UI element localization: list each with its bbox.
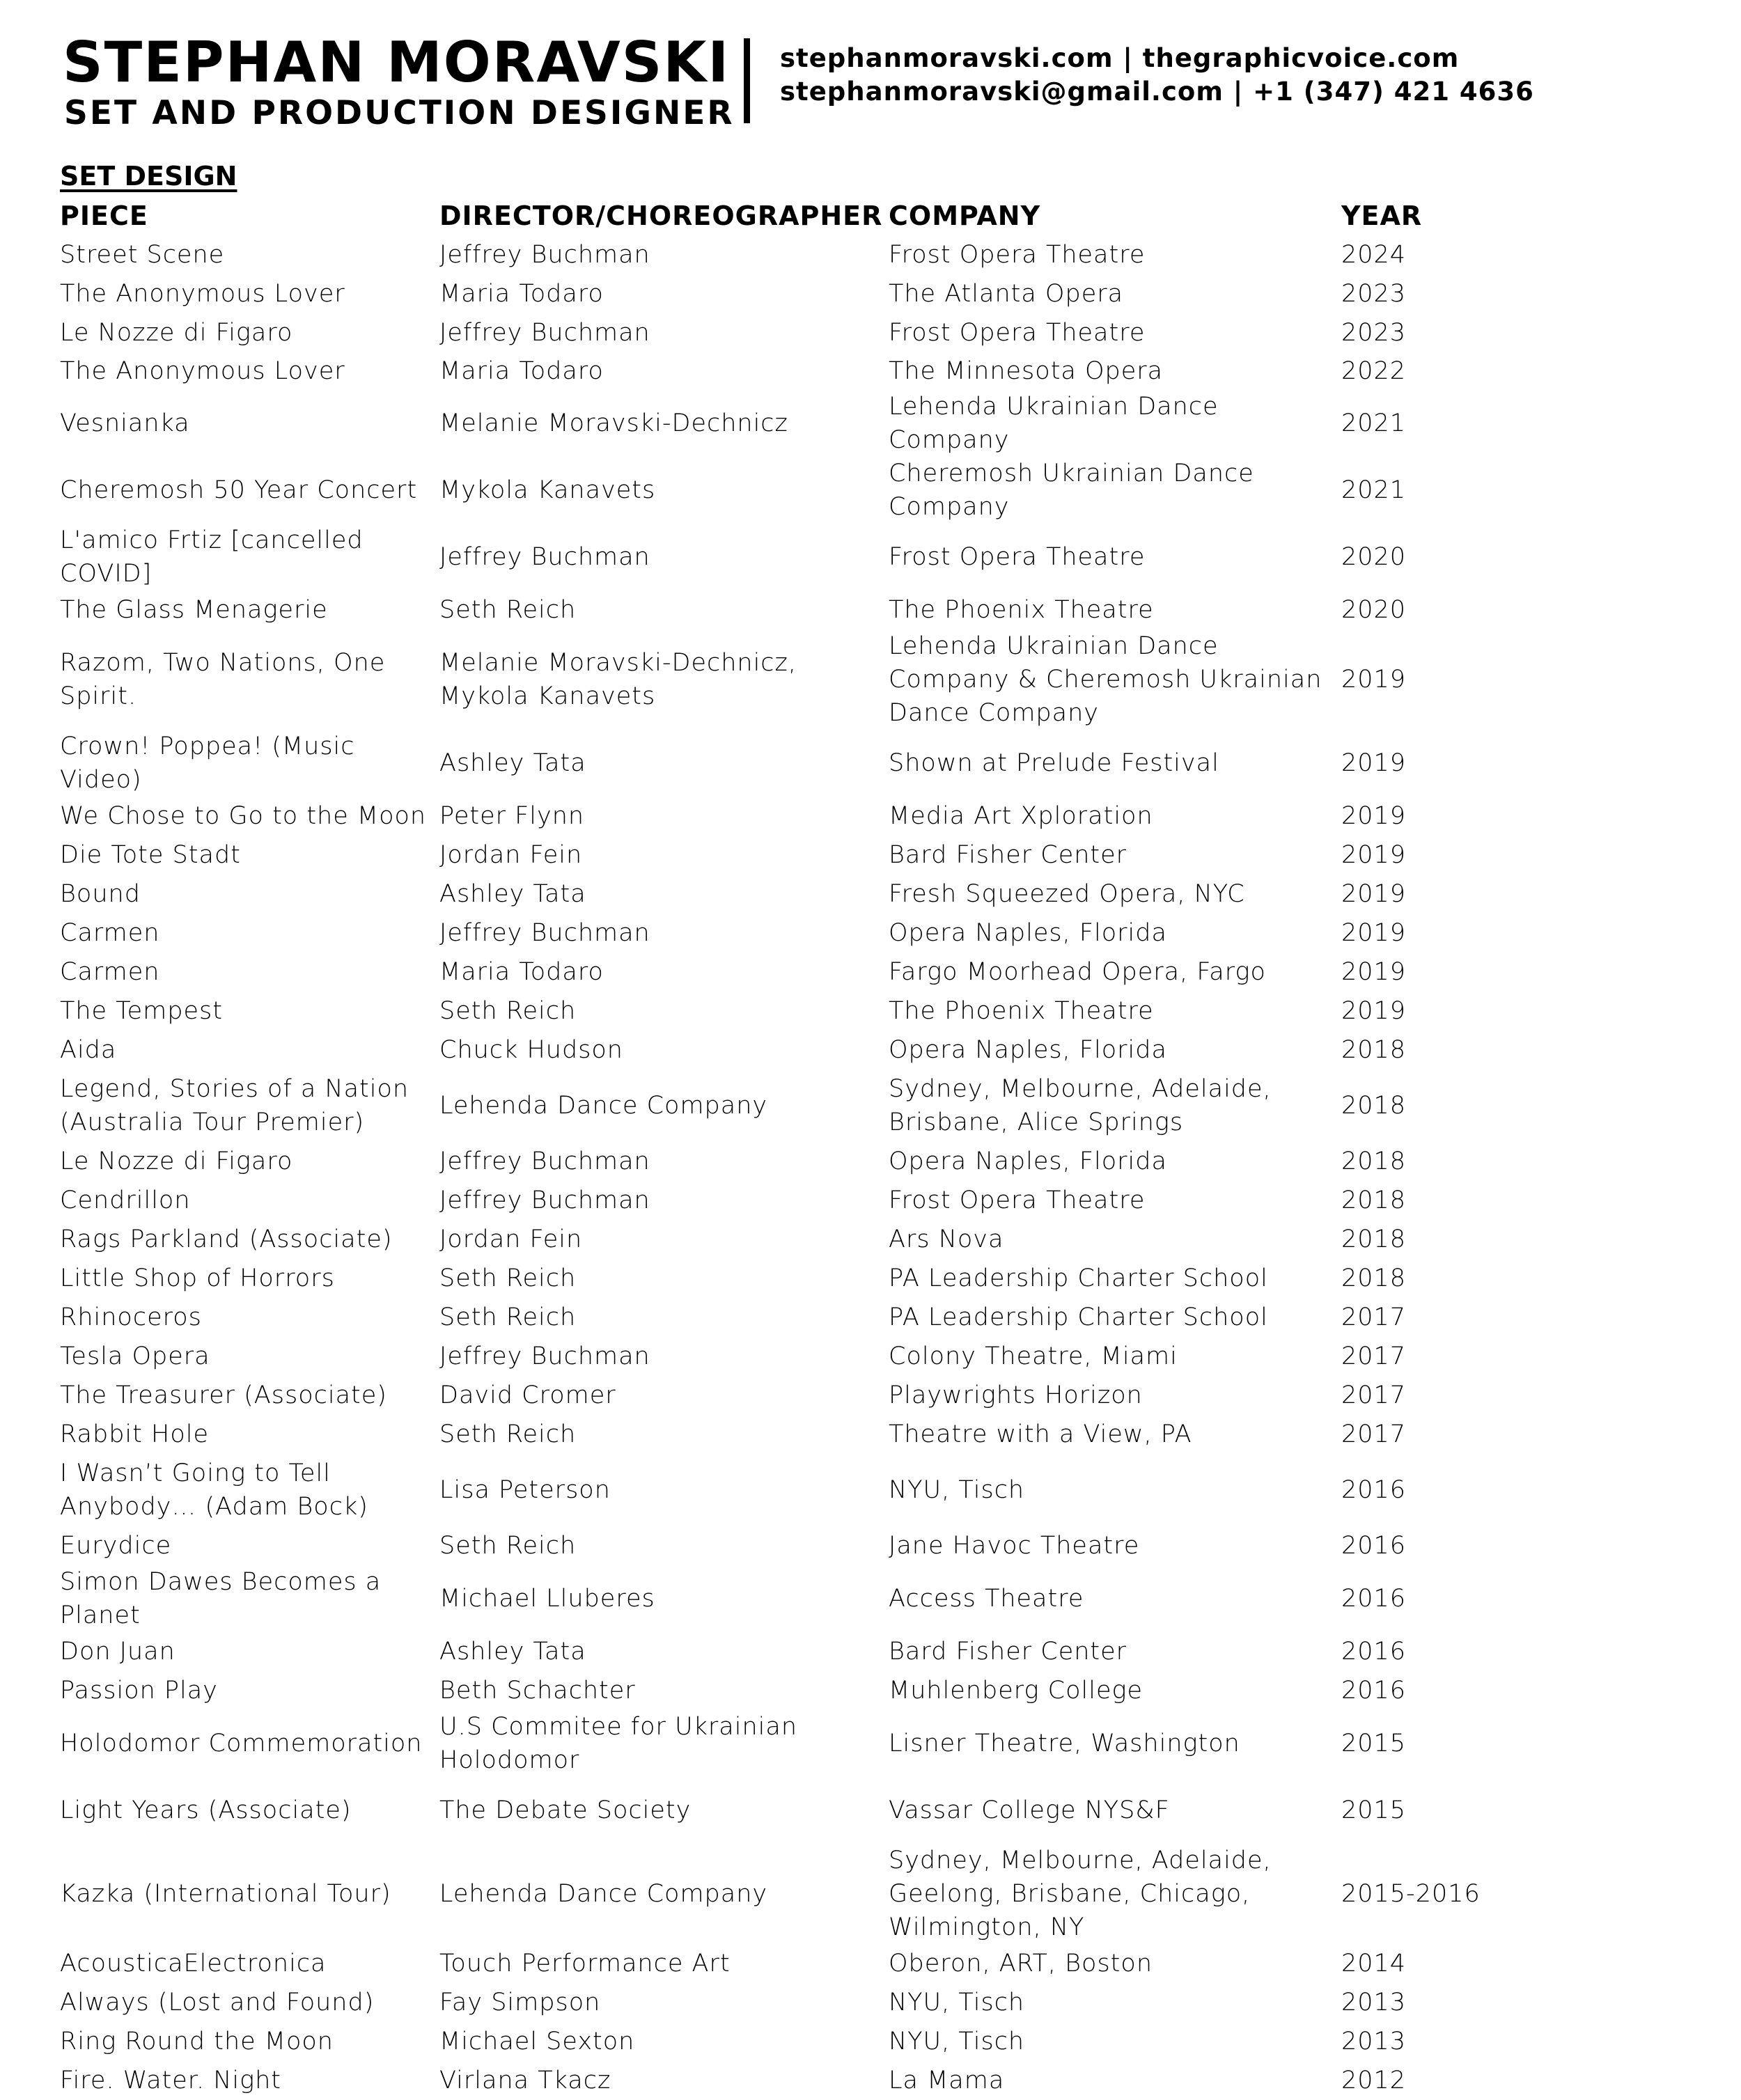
cell-piece: Light Years (Associate) bbox=[60, 1796, 352, 1824]
cell-director: Jeffrey Buchman bbox=[439, 1147, 650, 1175]
cell-company: Access Theatre bbox=[889, 1585, 1084, 1613]
cell-company: Ars Nova bbox=[889, 1225, 1004, 1253]
table-row bbox=[60, 836, 1662, 875]
cell-director: Jeffrey Buchman bbox=[439, 319, 650, 347]
cell-year: 2018 bbox=[1341, 1225, 1407, 1253]
cell-director: Maria Todaro bbox=[439, 280, 604, 308]
cell-company: Cheremosh Ukrainian Dance Company bbox=[889, 460, 1254, 521]
cell-company: Bard Fisher Center bbox=[889, 1638, 1127, 1666]
cell-year: 2017 bbox=[1341, 1342, 1407, 1370]
cell-company: La Mama bbox=[889, 2067, 1005, 2094]
cell-year: 2019 bbox=[1341, 802, 1407, 830]
cell-company: The Atlanta Opera bbox=[889, 280, 1124, 308]
column-header-director: DIRECTOR/CHOREOGRAPHER bbox=[439, 201, 883, 231]
table-row bbox=[60, 2022, 1662, 2061]
cell-piece: The Treasurer (Associate) bbox=[60, 1381, 387, 1409]
cell-company: Opera Naples, Florida bbox=[889, 919, 1167, 947]
table-row bbox=[60, 1944, 1662, 1983]
cell-year: 2023 bbox=[1341, 319, 1407, 347]
cell-piece: Razom, Two Nations, One Spirit. bbox=[60, 649, 386, 710]
cell-piece: Simon Dawes Becomes a Planet bbox=[60, 1568, 382, 1629]
cell-company: Frost Opera Theatre bbox=[889, 1186, 1146, 1214]
column-header-year: YEAR bbox=[1341, 201, 1423, 231]
column-header-company: COMPANY bbox=[889, 201, 1041, 231]
cell-year: 2019 bbox=[1341, 841, 1407, 869]
cell-year: 2017 bbox=[1341, 1303, 1407, 1331]
cell-year: 2015 bbox=[1341, 1730, 1407, 1757]
cell-director: Seth Reich bbox=[439, 1264, 577, 1292]
cell-director: Peter Flynn bbox=[439, 802, 585, 830]
column-header-piece: PIECE bbox=[60, 201, 148, 231]
cell-piece: Eurydice bbox=[60, 1532, 172, 1560]
cell-year: 2016 bbox=[1341, 1476, 1407, 1504]
cell-year: 2023 bbox=[1341, 280, 1407, 308]
cell-company: Sydney, Melbourne, Adelaide, Brisbane, Alice Springs bbox=[889, 1075, 1272, 1136]
cell-piece: Le Nozze di Figaro bbox=[60, 319, 293, 347]
cell-director: Seth Reich bbox=[439, 1420, 577, 1448]
cell-director: Melanie Moravski-Dechnicz, Mykola Kanavets bbox=[439, 649, 797, 710]
table-row bbox=[60, 1298, 1662, 1337]
cell-director: Jordan Fein bbox=[439, 841, 583, 869]
cell-director: Beth Schachter bbox=[439, 1677, 636, 1705]
cell-company: Frost Opera Theatre bbox=[889, 319, 1146, 347]
cell-company: Fargo Moorhead Opera, Fargo bbox=[889, 958, 1266, 986]
cell-director: Seth Reich bbox=[439, 1532, 577, 1560]
cell-piece: Carmen bbox=[60, 958, 160, 986]
cell-piece: The Glass Menagerie bbox=[60, 596, 328, 624]
table-row bbox=[60, 390, 1662, 457]
table-row bbox=[60, 1181, 1662, 1220]
cell-director: Seth Reich bbox=[439, 997, 577, 1025]
cell-piece: Vesnianka bbox=[60, 409, 190, 437]
contact-websites: stephanmoravski.com | thegraphicvoice.com bbox=[780, 43, 1460, 73]
table-row bbox=[60, 274, 1662, 313]
cell-director: Jeffrey Buchman bbox=[439, 241, 650, 269]
cell-company: Muhlenberg College bbox=[889, 1677, 1143, 1705]
cell-director: Chuck Hudson bbox=[439, 1036, 623, 1064]
cell-director: Mykola Kanavets bbox=[439, 476, 656, 504]
cell-director: Lisa Peterson bbox=[439, 1476, 611, 1504]
cell-director: Jeffrey Buchman bbox=[439, 1186, 650, 1214]
table-row bbox=[60, 1565, 1662, 1632]
credits-table bbox=[60, 196, 1662, 2100]
cell-piece: Always (Lost and Found) bbox=[60, 1989, 375, 2016]
credits-body bbox=[60, 235, 1662, 2100]
cell-company: Vassar College NYS&F bbox=[889, 1796, 1170, 1824]
cell-piece: Little Shop of Horrors bbox=[60, 1264, 335, 1292]
cell-piece: Bound bbox=[60, 880, 141, 908]
cell-company: Oberon, ART, Boston bbox=[889, 1950, 1153, 1977]
cell-piece: Ring Round the Moon bbox=[60, 2028, 334, 2055]
cell-year: 2019 bbox=[1341, 880, 1407, 908]
cell-piece: Crown! Poppea! (Music Video) bbox=[60, 732, 355, 794]
cell-year: 2016 bbox=[1341, 1677, 1407, 1705]
table-header-row bbox=[60, 196, 1662, 235]
cell-company: Lisner Theatre, Washington bbox=[889, 1730, 1240, 1757]
cell-director: Seth Reich bbox=[439, 596, 577, 624]
cell-director: Maria Todaro bbox=[439, 958, 604, 986]
table-row bbox=[60, 1069, 1662, 1142]
cell-piece: Tesla Opera bbox=[60, 1342, 210, 1370]
cell-year: 2018 bbox=[1341, 1036, 1407, 1064]
cell-director: Ashley Tata bbox=[439, 749, 586, 777]
cell-piece: I Wasn’t Going to Tell Anybody… (Adam Bock) bbox=[60, 1459, 368, 1521]
table-row bbox=[60, 1710, 1662, 1777]
table-row bbox=[60, 992, 1662, 1031]
resume-header bbox=[63, 31, 1678, 136]
cell-director: Fay Simpson bbox=[439, 1989, 601, 2016]
table-row bbox=[60, 730, 1662, 797]
cell-year: 2013 bbox=[1341, 2028, 1407, 2055]
cell-company: Lehenda Ukrainian Dance Company & Cheremosh Ukrainian Dance Company bbox=[889, 632, 1322, 727]
cell-year: 2016 bbox=[1341, 1638, 1407, 1666]
cell-company: Opera Naples, Florida bbox=[889, 1147, 1167, 1175]
contact-email-phone: stephanmoravski@gmail.com | +1 (347) 421 4636 bbox=[780, 77, 1534, 107]
table-row bbox=[60, 1526, 1662, 1565]
cell-piece: We Chose to Go to the Moon bbox=[60, 802, 427, 830]
cell-director: Melanie Moravski-Dechnicz bbox=[439, 409, 788, 437]
cell-director: Maria Todaro bbox=[439, 357, 604, 385]
cell-year: 2019 bbox=[1341, 997, 1407, 1025]
cell-year: 2018 bbox=[1341, 1147, 1407, 1175]
cell-director: Touch Performance Art bbox=[439, 1950, 731, 1977]
cell-director: Ashley Tata bbox=[439, 880, 586, 908]
cell-director: Michael Lluberes bbox=[439, 1585, 655, 1613]
cell-company: The Phoenix Theatre bbox=[889, 997, 1154, 1025]
cell-piece: Le Nozze di Figaro bbox=[60, 1147, 293, 1175]
cell-company: The Minnesota Opera bbox=[889, 357, 1164, 385]
cell-piece: AcousticaElectronica bbox=[60, 1950, 327, 1977]
cell-company: Sydney, Melbourne, Adelaide, Geelong, Brisbane, Chicago, Wilmington, NY bbox=[889, 1847, 1272, 1941]
cell-director: Lehenda Dance Company bbox=[439, 1092, 768, 1120]
cell-piece: The Tempest bbox=[60, 997, 223, 1025]
cell-company: PA Leadership Charter School bbox=[889, 1264, 1268, 1292]
cell-piece: Fire. Water. Night bbox=[60, 2067, 282, 2094]
table-row bbox=[60, 1142, 1662, 1181]
cell-company: NYU, Tisch bbox=[889, 1476, 1025, 1504]
cell-company: Shown at Prelude Festival bbox=[889, 749, 1219, 777]
cell-year: 2017 bbox=[1341, 1420, 1407, 1448]
cell-piece: Carmen bbox=[60, 919, 160, 947]
table-row bbox=[60, 1844, 1662, 1944]
cell-company: The Phoenix Theatre bbox=[889, 596, 1154, 624]
cell-year: 2016 bbox=[1341, 1532, 1407, 1560]
cell-year: 2012 bbox=[1341, 2067, 1407, 2094]
cell-piece: Die Tote Stadt bbox=[60, 841, 241, 869]
cell-director: Jordan Fein bbox=[439, 1225, 583, 1253]
table-row bbox=[60, 1415, 1662, 1454]
table-row bbox=[60, 235, 1662, 274]
cell-company: NYU, Tisch bbox=[889, 2028, 1025, 2055]
cell-piece: Kazka (International Tour) bbox=[60, 1880, 391, 1908]
cell-director: U.S Commitee for Ukrainian Holodomor bbox=[439, 1713, 798, 1774]
cell-piece: L'amico Frtiz [cancelled COVID] bbox=[60, 526, 364, 588]
table-row bbox=[60, 457, 1662, 524]
designer-name: STEPHAN MORAVSKI bbox=[63, 30, 731, 95]
table-row bbox=[60, 590, 1662, 629]
table-row bbox=[60, 1671, 1662, 1710]
cell-company: Colony Theatre, Miami bbox=[889, 1342, 1178, 1370]
cell-director: David Cromer bbox=[439, 1381, 616, 1409]
cell-year: 2017 bbox=[1341, 1381, 1407, 1409]
cell-company: PA Leadership Charter School bbox=[889, 1303, 1268, 1331]
cell-piece: Cheremosh 50 Year Concert bbox=[60, 476, 418, 504]
cell-company: Playwrights Horizon bbox=[889, 1381, 1143, 1409]
table-row bbox=[60, 953, 1662, 992]
cell-director: Jeffrey Buchman bbox=[439, 919, 650, 947]
table-row bbox=[60, 875, 1662, 914]
table-row bbox=[60, 352, 1662, 390]
cell-year: 2020 bbox=[1341, 596, 1407, 624]
cell-piece: Passion Play bbox=[60, 1677, 218, 1705]
cell-piece: Rhinoceros bbox=[60, 1303, 202, 1331]
table-row bbox=[60, 629, 1662, 730]
table-row bbox=[60, 1031, 1662, 1069]
table-row bbox=[60, 1454, 1662, 1526]
cell-piece: Don Juan bbox=[60, 1638, 175, 1666]
table-row bbox=[60, 1259, 1662, 1298]
section-title: SET DESIGN bbox=[60, 161, 237, 191]
cell-director: Michael Sexton bbox=[439, 2028, 635, 2055]
cell-year: 2015-2016 bbox=[1341, 1880, 1481, 1908]
cell-company: Media Art Xploration bbox=[889, 802, 1153, 830]
cell-year: 2019 bbox=[1341, 958, 1407, 986]
cell-company: Frost Opera Theatre bbox=[889, 241, 1146, 269]
cell-director: Ashley Tata bbox=[439, 1638, 586, 1666]
cell-company: Bard Fisher Center bbox=[889, 841, 1127, 869]
contact-info bbox=[780, 42, 1534, 109]
cell-director: Jeffrey Buchman bbox=[439, 1342, 650, 1370]
cell-company: Fresh Squeezed Opera, NYC bbox=[889, 880, 1245, 908]
table-row bbox=[60, 797, 1662, 836]
table-row bbox=[60, 1632, 1662, 1671]
cell-year: 2020 bbox=[1341, 543, 1407, 571]
table-row bbox=[60, 2061, 1662, 2100]
cell-year: 2019 bbox=[1341, 666, 1407, 694]
cell-year: 2021 bbox=[1341, 409, 1407, 437]
designer-role: SET AND PRODUCTION DESIGNER bbox=[64, 94, 735, 132]
cell-director: Virlana Tkacz bbox=[439, 2067, 611, 2094]
table-row bbox=[60, 524, 1662, 590]
cell-piece: Holodomor Commemoration bbox=[60, 1730, 423, 1757]
cell-company: Opera Naples, Florida bbox=[889, 1036, 1167, 1064]
cell-piece: Street Scene bbox=[60, 241, 225, 269]
table-row bbox=[60, 1376, 1662, 1415]
cell-company: NYU, Tisch bbox=[889, 1989, 1025, 2016]
cell-year: 2015 bbox=[1341, 1796, 1407, 1824]
cell-year: 2018 bbox=[1341, 1186, 1407, 1214]
table-row bbox=[60, 914, 1662, 953]
cell-year: 2024 bbox=[1341, 241, 1407, 269]
cell-piece: The Anonymous Lover bbox=[60, 280, 345, 308]
cell-year: 2018 bbox=[1341, 1264, 1407, 1292]
cell-company: Frost Opera Theatre bbox=[889, 543, 1146, 571]
cell-piece: The Anonymous Lover bbox=[60, 357, 345, 385]
cell-year: 2021 bbox=[1341, 476, 1407, 504]
cell-piece: Rabbit Hole bbox=[60, 1420, 209, 1448]
cell-director: The Debate Society bbox=[439, 1796, 692, 1824]
cell-company: Theatre with a View, PA bbox=[889, 1420, 1192, 1448]
cell-piece: Legend, Stories of a Nation (Australia Tour Premier) bbox=[60, 1075, 409, 1136]
cell-director: Seth Reich bbox=[439, 1303, 577, 1331]
cell-director: Jeffrey Buchman bbox=[439, 543, 650, 571]
cell-year: 2013 bbox=[1341, 1989, 1407, 2016]
header-divider bbox=[744, 38, 750, 123]
cell-company: Jane Havoc Theatre bbox=[889, 1532, 1140, 1560]
cell-year: 2018 bbox=[1341, 1092, 1407, 1120]
table-row bbox=[60, 1777, 1662, 1844]
table-row bbox=[60, 1337, 1662, 1376]
table-row bbox=[60, 1983, 1662, 2022]
cell-year: 2022 bbox=[1341, 357, 1407, 385]
cell-piece: Aida bbox=[60, 1036, 117, 1064]
table-row bbox=[60, 313, 1662, 352]
cell-company: Lehenda Ukrainian Dance Company bbox=[889, 393, 1219, 454]
cell-year: 2014 bbox=[1341, 1950, 1407, 1977]
cell-year: 2019 bbox=[1341, 749, 1407, 777]
cell-piece: Rags Parkland (Associate) bbox=[60, 1225, 393, 1253]
cell-director: Lehenda Dance Company bbox=[439, 1880, 768, 1908]
table-row bbox=[60, 1220, 1662, 1259]
cell-piece: Cendrillon bbox=[60, 1186, 191, 1214]
cell-year: 2019 bbox=[1341, 919, 1407, 947]
cell-year: 2016 bbox=[1341, 1585, 1407, 1613]
